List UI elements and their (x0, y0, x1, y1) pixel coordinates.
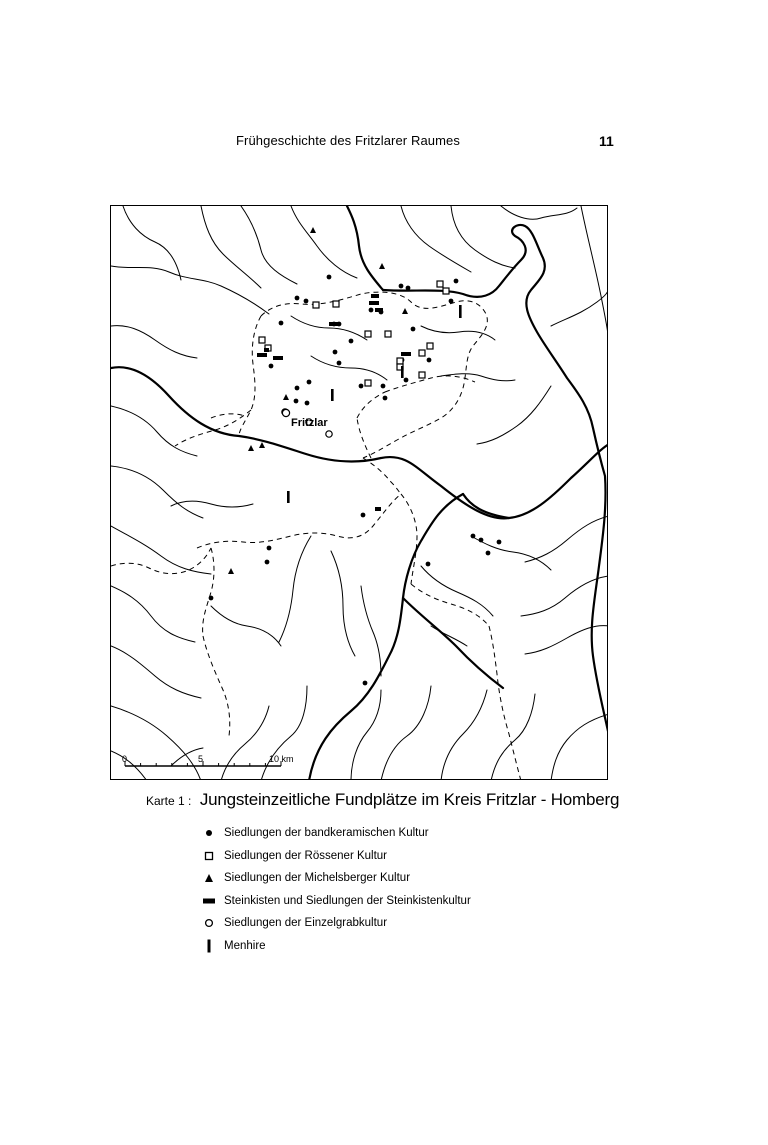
legend-item (198, 912, 471, 935)
tributaries (111, 206, 608, 780)
filled-triangle-icon (198, 873, 220, 883)
map-legend (198, 822, 471, 957)
fritzlar-town-marker (282, 409, 289, 416)
river-schwalm (309, 494, 463, 780)
legend-label: Siedlungen der Rössener Kultur (224, 849, 388, 862)
finds-bandkeramik (209, 275, 502, 686)
map-canvas (111, 206, 608, 780)
open-square-icon (198, 851, 220, 861)
scale-label-10: 10 km (269, 754, 294, 764)
legend-item (198, 822, 471, 845)
open-circle-icon (198, 918, 220, 928)
map-frame (110, 205, 608, 780)
legend-item (198, 890, 471, 913)
finds-menhire (287, 305, 462, 503)
vertical-bar-icon (198, 939, 220, 953)
river-eder (111, 367, 608, 518)
finds-michelsberg (228, 227, 408, 574)
caption-title: Jungsteinzeitliche Fundplätze im Kreis Fritzlar - Homberg (199, 790, 620, 809)
scale-label-0: 0 (122, 754, 128, 764)
legend-item (198, 867, 471, 890)
legend-label: Steinkisten und Siedlungen der Steinkistenkultur (224, 894, 471, 907)
legend-label: Siedlungen der Michelsberger Kultur (224, 872, 411, 885)
filled-dot-icon (198, 828, 220, 838)
river-north (347, 206, 383, 290)
running-title: Frühgeschichte des Fritzlarer Raumes (236, 133, 460, 148)
page-number: 11 (599, 133, 614, 149)
river-fulda (383, 225, 608, 736)
place-label-fritzlar: Fritzlar (291, 417, 328, 429)
legend-label: Siedlungen der Einzelgrabkultur (224, 917, 388, 930)
legend-item (198, 845, 471, 868)
legend-label: Menhire (224, 939, 266, 952)
filled-bar-icon (198, 897, 220, 905)
legend-label: Siedlungen der bandkeramischen Kultur (224, 827, 429, 840)
map-caption (146, 790, 619, 810)
scale-label-5: 5 (198, 754, 204, 764)
legend-item (198, 935, 471, 958)
finds-steinkisten (257, 294, 411, 511)
caption-prefix: Karte 1 : (146, 794, 192, 808)
district-boundaries (111, 292, 521, 780)
